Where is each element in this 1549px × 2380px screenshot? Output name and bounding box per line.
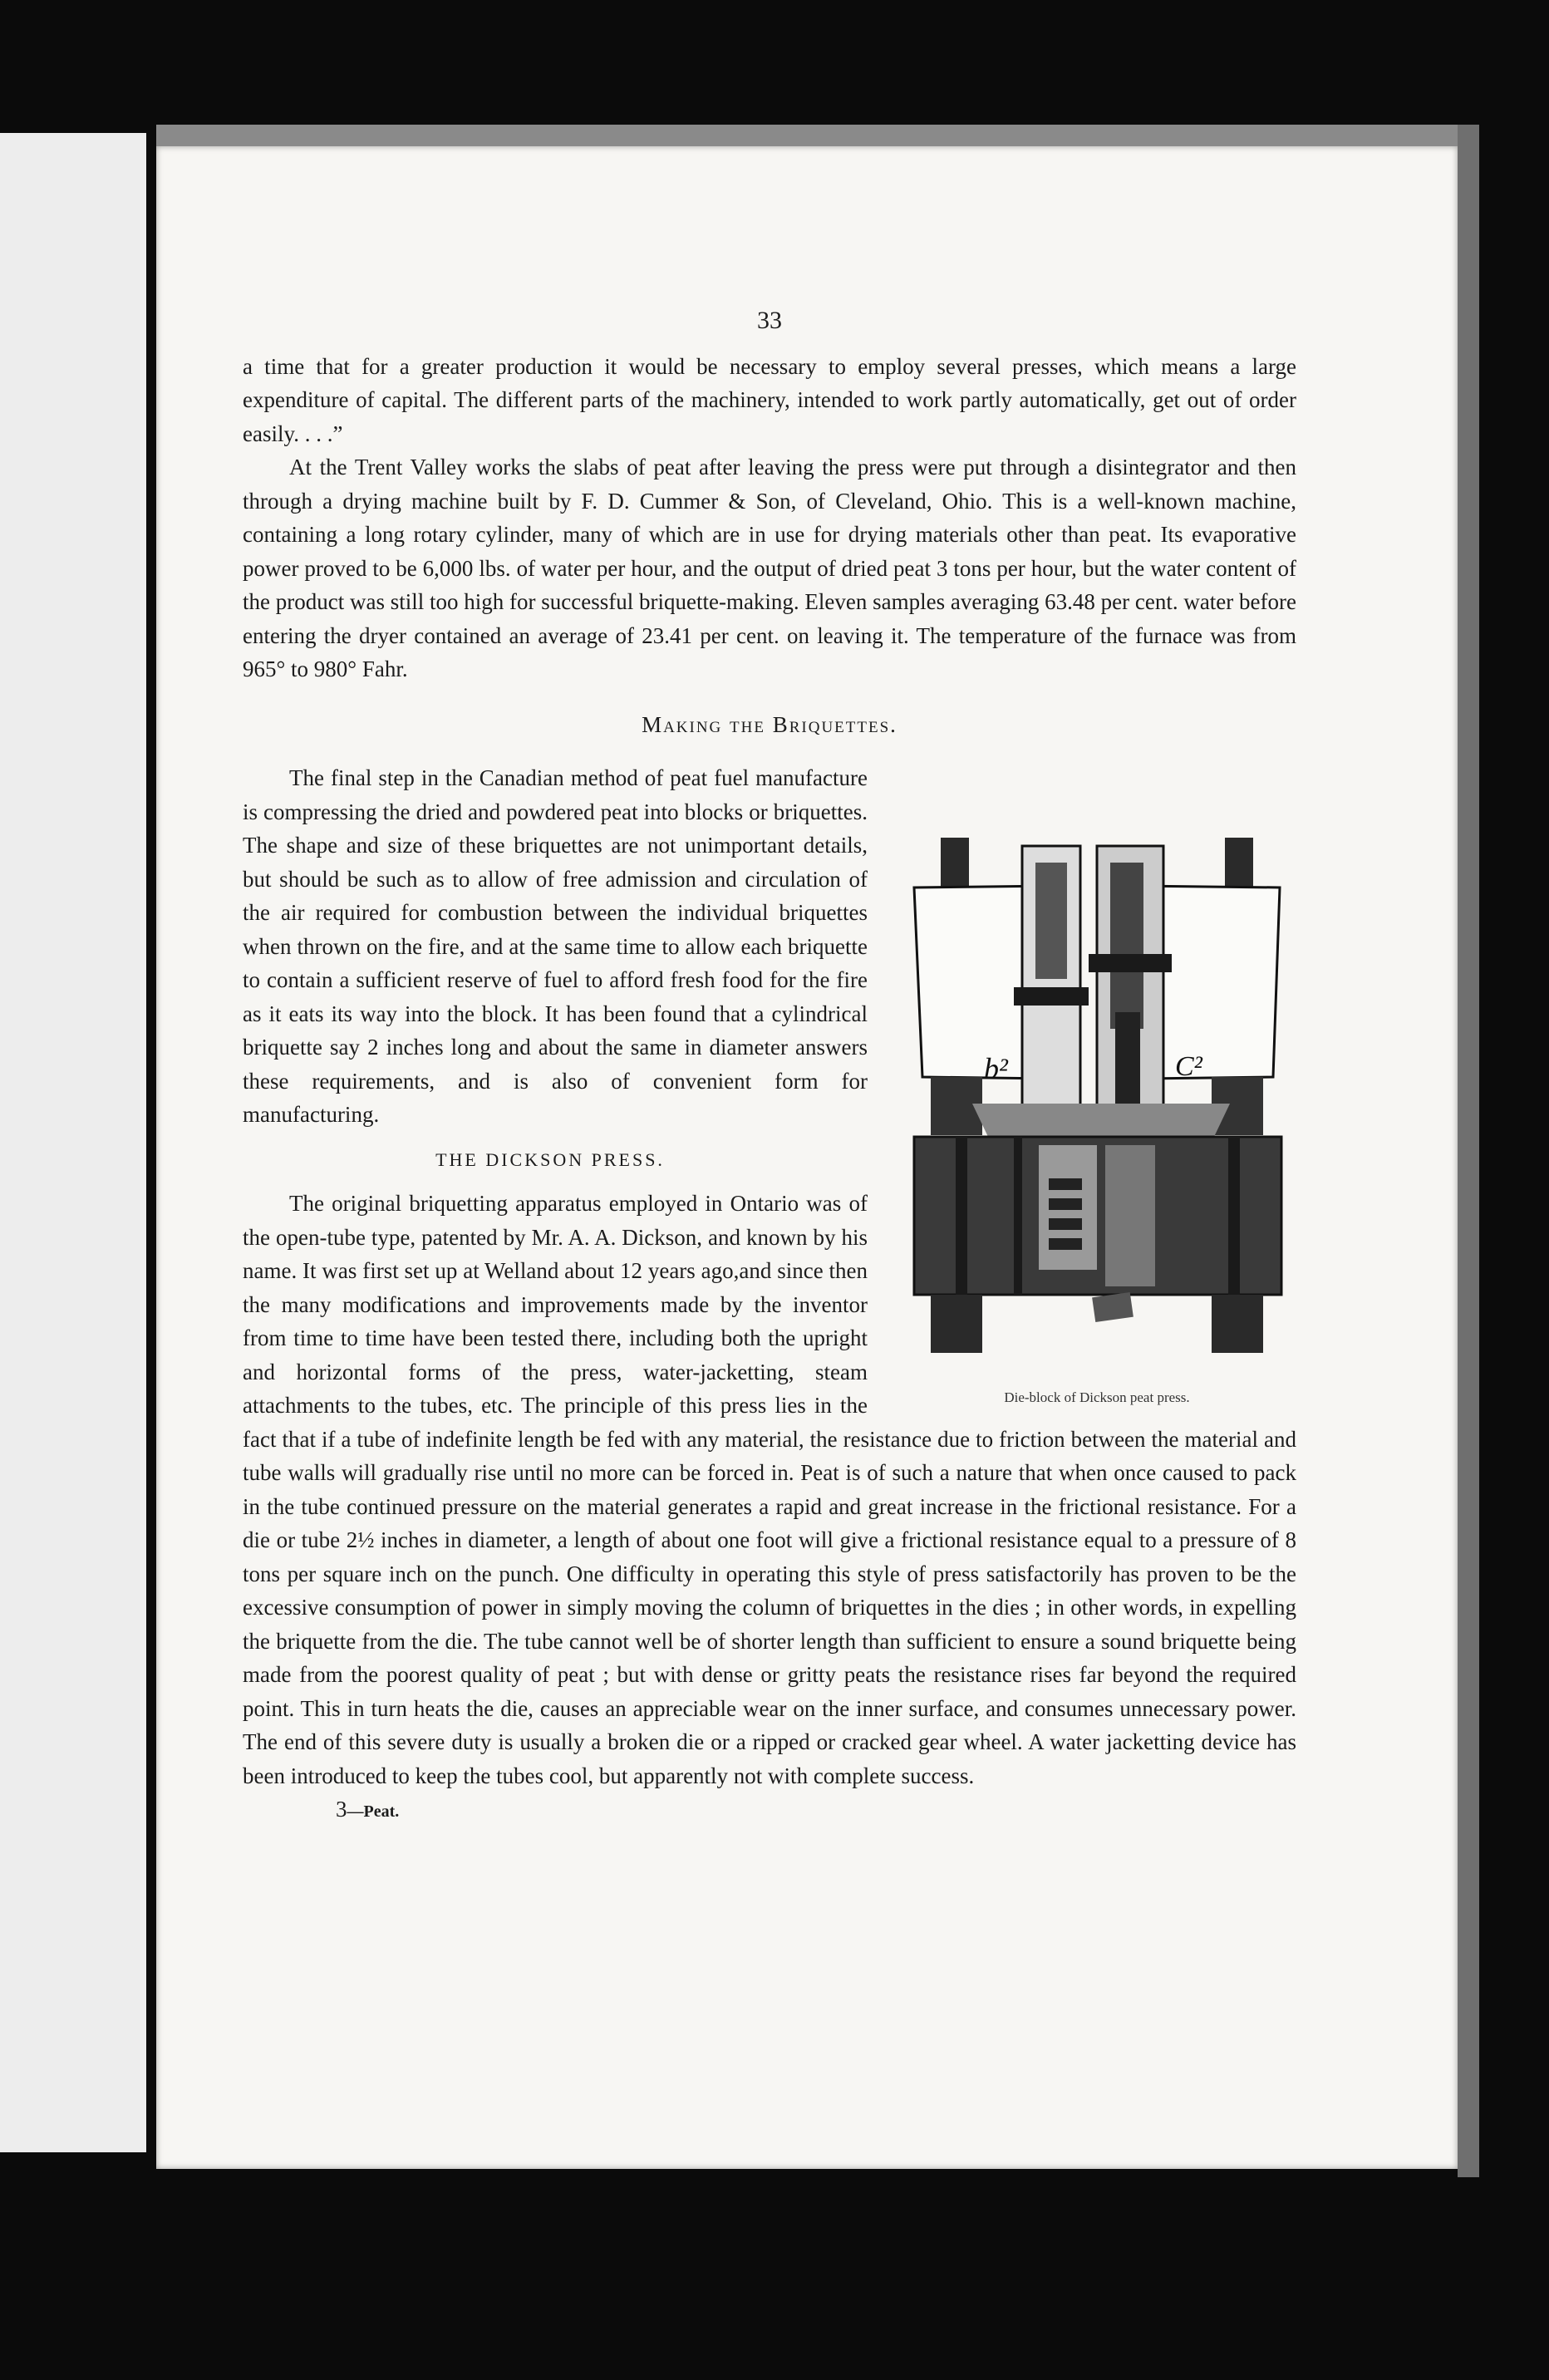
- signature-mark: [336, 1792, 1296, 1829]
- paragraph-making-briquettes: The final step in the Canadian method of peat fuel manufacture is compressing the dried and powdered peat into blocks or briquettes. The shape and size of these briquettes are not unimportant details, but should be such as to allow of free admission and circulation of the air required for combustion between the individual briquettes when thrown on the fire, and at the same time to allow each briquette to contain a sufficient reserve of fuel to afford fresh food for the fire as it eats its way into the block. It has been found that a cylindrical briquette say 2 inches long and about the same in diameter answers these requirements, and is also of convenient form for manufacturing.: [243, 765, 868, 1127]
- section-heading: Making the Briquettes.: [642, 711, 897, 737]
- signature-number: 3: [336, 1797, 347, 1822]
- adjacent-page: [0, 133, 146, 2152]
- page-number: 33: [757, 307, 782, 334]
- page-right-edge: [1458, 125, 1479, 2177]
- label-c2: C²: [1175, 1051, 1202, 1082]
- die-block-illustration: [897, 829, 1296, 1378]
- subsection-heading: THE DICKSON PRESS.: [435, 1148, 665, 1170]
- paragraph-dickson-press: The original briquetting apparatus employed in Ontario was of the open-tube type, patented by Mr. A. A. Dickson, and known by his name. It was first set up at Welland about 12 years ago,and since then the many modifications and improvements made by the inventor from time to time have been tested there, including both the upright and horizontal forms of the press, water-jacketting, steam attachments to the tubes, etc. The principle of this press lies in the fact that if a tube of indefinite length be fed with any material, the resistance due to friction between the material and tube walls will gradually rise until no more can be forced in. Peat is of such a nature that when once caused to pack in the tube continued pressure on the material generates a rapid and great increase in the frictional resistance. For a die or tube 2½ inches in diameter, a length of about one foot will give a frictional resistance equal to a pressure of 8 tons per square inch on the punch. One difficulty in operating this style of press satisfactorily has proven to be the excessive consumption of power in simply moving the column of briquettes in the dies ; in other words, in expelling the briquette from the die. The tube cannot well be of shorter length than sufficient to ensure a sound briquette being made from the poorest quality of peat ; but with dense or gritty peats the resistance rises far beyond the required point. This in turn heats the die, causes an appreciable wear on the inner surface, and consumes unnecessary power. The end of this severe duty is usually a broken die or a ripped or cracked gear wheel. A water jacketting device has been introduced to keep the tubes cool, but apparently not with complete success.: [243, 1191, 1296, 1788]
- label-b2: b²: [984, 1052, 1008, 1085]
- page-content: [243, 304, 1296, 1829]
- paragraph-trent-valley: At the Trent Valley works the slabs of peat after leaving the press were put through a disintegrator and then through a drying machine built by F. D. Cummer & Son, of Cleveland, Ohio. This is a well-known machine, containing a long rotary cylinder, many of which are in use for drying materials other than peat. Its evaporative power proved to be 6,000 lbs. of water per hour, and the output of dried peat 3 tons per hour, but the water content of the product was still too high for successful briquette-making. Eleven samples averaging 63.48 per cent. water before entering the dryer contained an average of 23.41 per cent. on leaving it. The temperature of the furnace was from 965° to 980° Fahr.: [243, 455, 1296, 681]
- paragraph-continuation: a time that for a greater production it would be necessary to employ several presses, which means a large expenditure of capital. The different parts of the machinery, intended to work partly automatically, get out of order easily. . . .”: [243, 353, 1296, 446]
- die-block-figure: [897, 829, 1296, 1415]
- page-top-edge: [156, 125, 1479, 146]
- figure-caption: Die-block of Dickson peat press.: [1004, 1389, 1190, 1405]
- signature-text: —Peat.: [347, 1802, 400, 1821]
